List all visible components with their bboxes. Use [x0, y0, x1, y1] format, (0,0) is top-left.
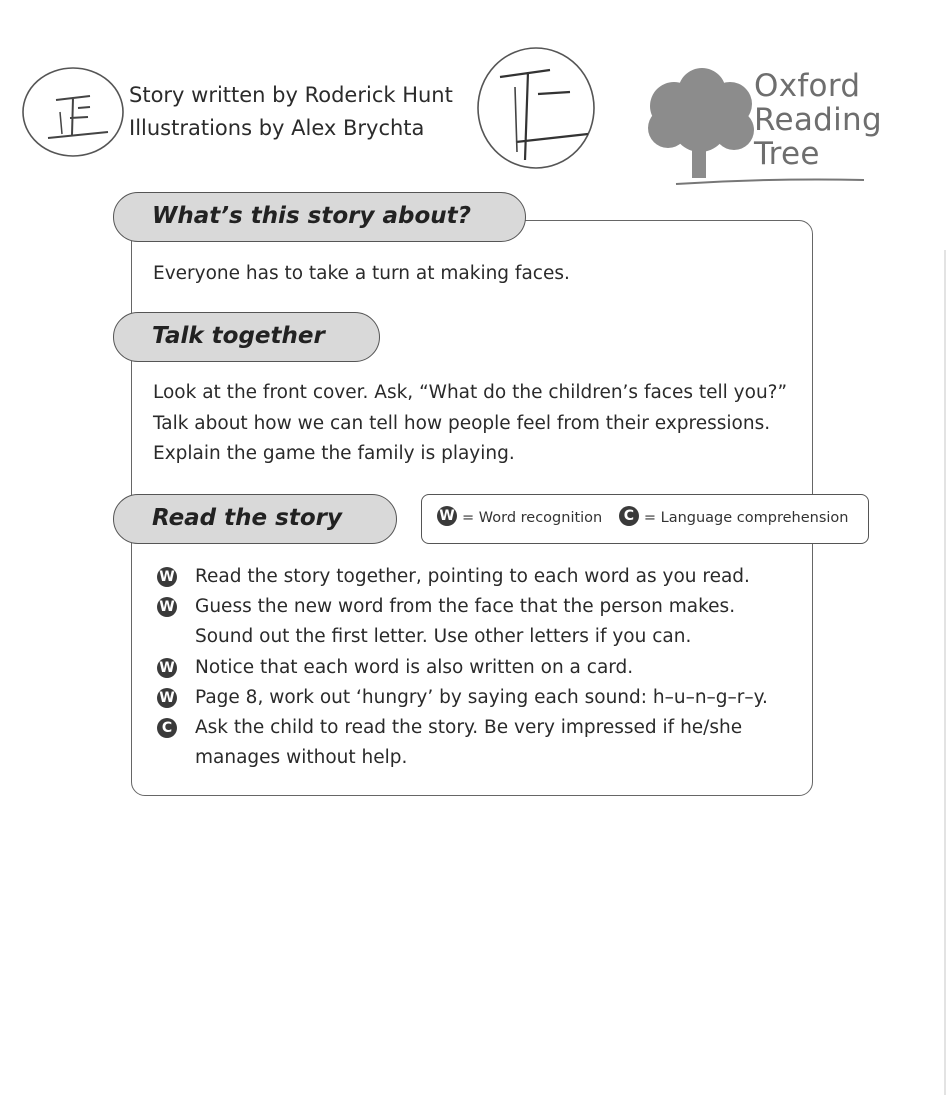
list-item: [157, 653, 797, 683]
brand-line-2: Reading: [754, 102, 882, 138]
talk-line-3: Explain the game the family is playing.: [153, 443, 515, 464]
legend-comprehension-label: = Language comprehension: [643, 510, 849, 526]
page-edge: [944, 250, 946, 1095]
w-badge-icon: W: [157, 597, 177, 617]
handwritten-circle-left: [18, 60, 128, 165]
talk-line-2: Talk about how we can tell how people feel from their expressions.: [153, 412, 771, 434]
section-title-read: Read the story: [113, 494, 397, 544]
w-badge-icon: W: [157, 688, 177, 708]
brand-line-3: Tree: [754, 136, 820, 172]
item-line: Page 8, work out ‘hungry’ by saying each sound: h–u–n–g–r–y.: [195, 686, 768, 708]
about-text: Everyone has to take a turn at making faces.: [153, 263, 570, 284]
legend-word-label: = Word recognition: [462, 510, 603, 526]
language-comprehension-badge-icon: C: [619, 506, 639, 526]
item-line: Sound out the first letter. Use other letters if you can.: [195, 626, 692, 648]
brand-name: [754, 69, 882, 171]
w-badge-icon: W: [157, 567, 177, 587]
item-line: Read the story together, pointing to each word as you read.: [195, 566, 750, 587]
section-title-about: What’s this story about?: [113, 192, 526, 242]
credits-block: [129, 79, 453, 145]
item-line: Guess the new word from the face that the person makes.: [195, 596, 736, 618]
section-title-talk: Talk together: [113, 312, 380, 362]
brand-line-1: Oxford: [754, 68, 861, 104]
list-item: [157, 562, 797, 592]
illustrator-line: Illustrations by Alex Brychta: [129, 116, 425, 140]
list-item: [157, 683, 797, 713]
list-item: [157, 713, 797, 773]
talk-line-1: Look at the front cover. Ask, “What do the children’s faces tell you?”: [153, 382, 788, 403]
author-line: Story written by Roderick Hunt: [129, 83, 453, 107]
list-item: [157, 592, 797, 652]
handwritten-circle-right: [470, 42, 600, 172]
word-recognition-badge-icon: W: [437, 506, 457, 526]
item-line: Notice that each word is also written on a card.: [195, 656, 634, 678]
talk-text: [153, 378, 787, 470]
reading-list: [157, 562, 797, 773]
legend-box: [421, 494, 869, 544]
item-line: manages without help.: [195, 747, 408, 769]
w-badge-icon: W: [157, 658, 177, 678]
item-line: Ask the child to read the story. Be very impressed if he/she: [195, 717, 743, 739]
c-badge-icon: C: [157, 718, 177, 738]
